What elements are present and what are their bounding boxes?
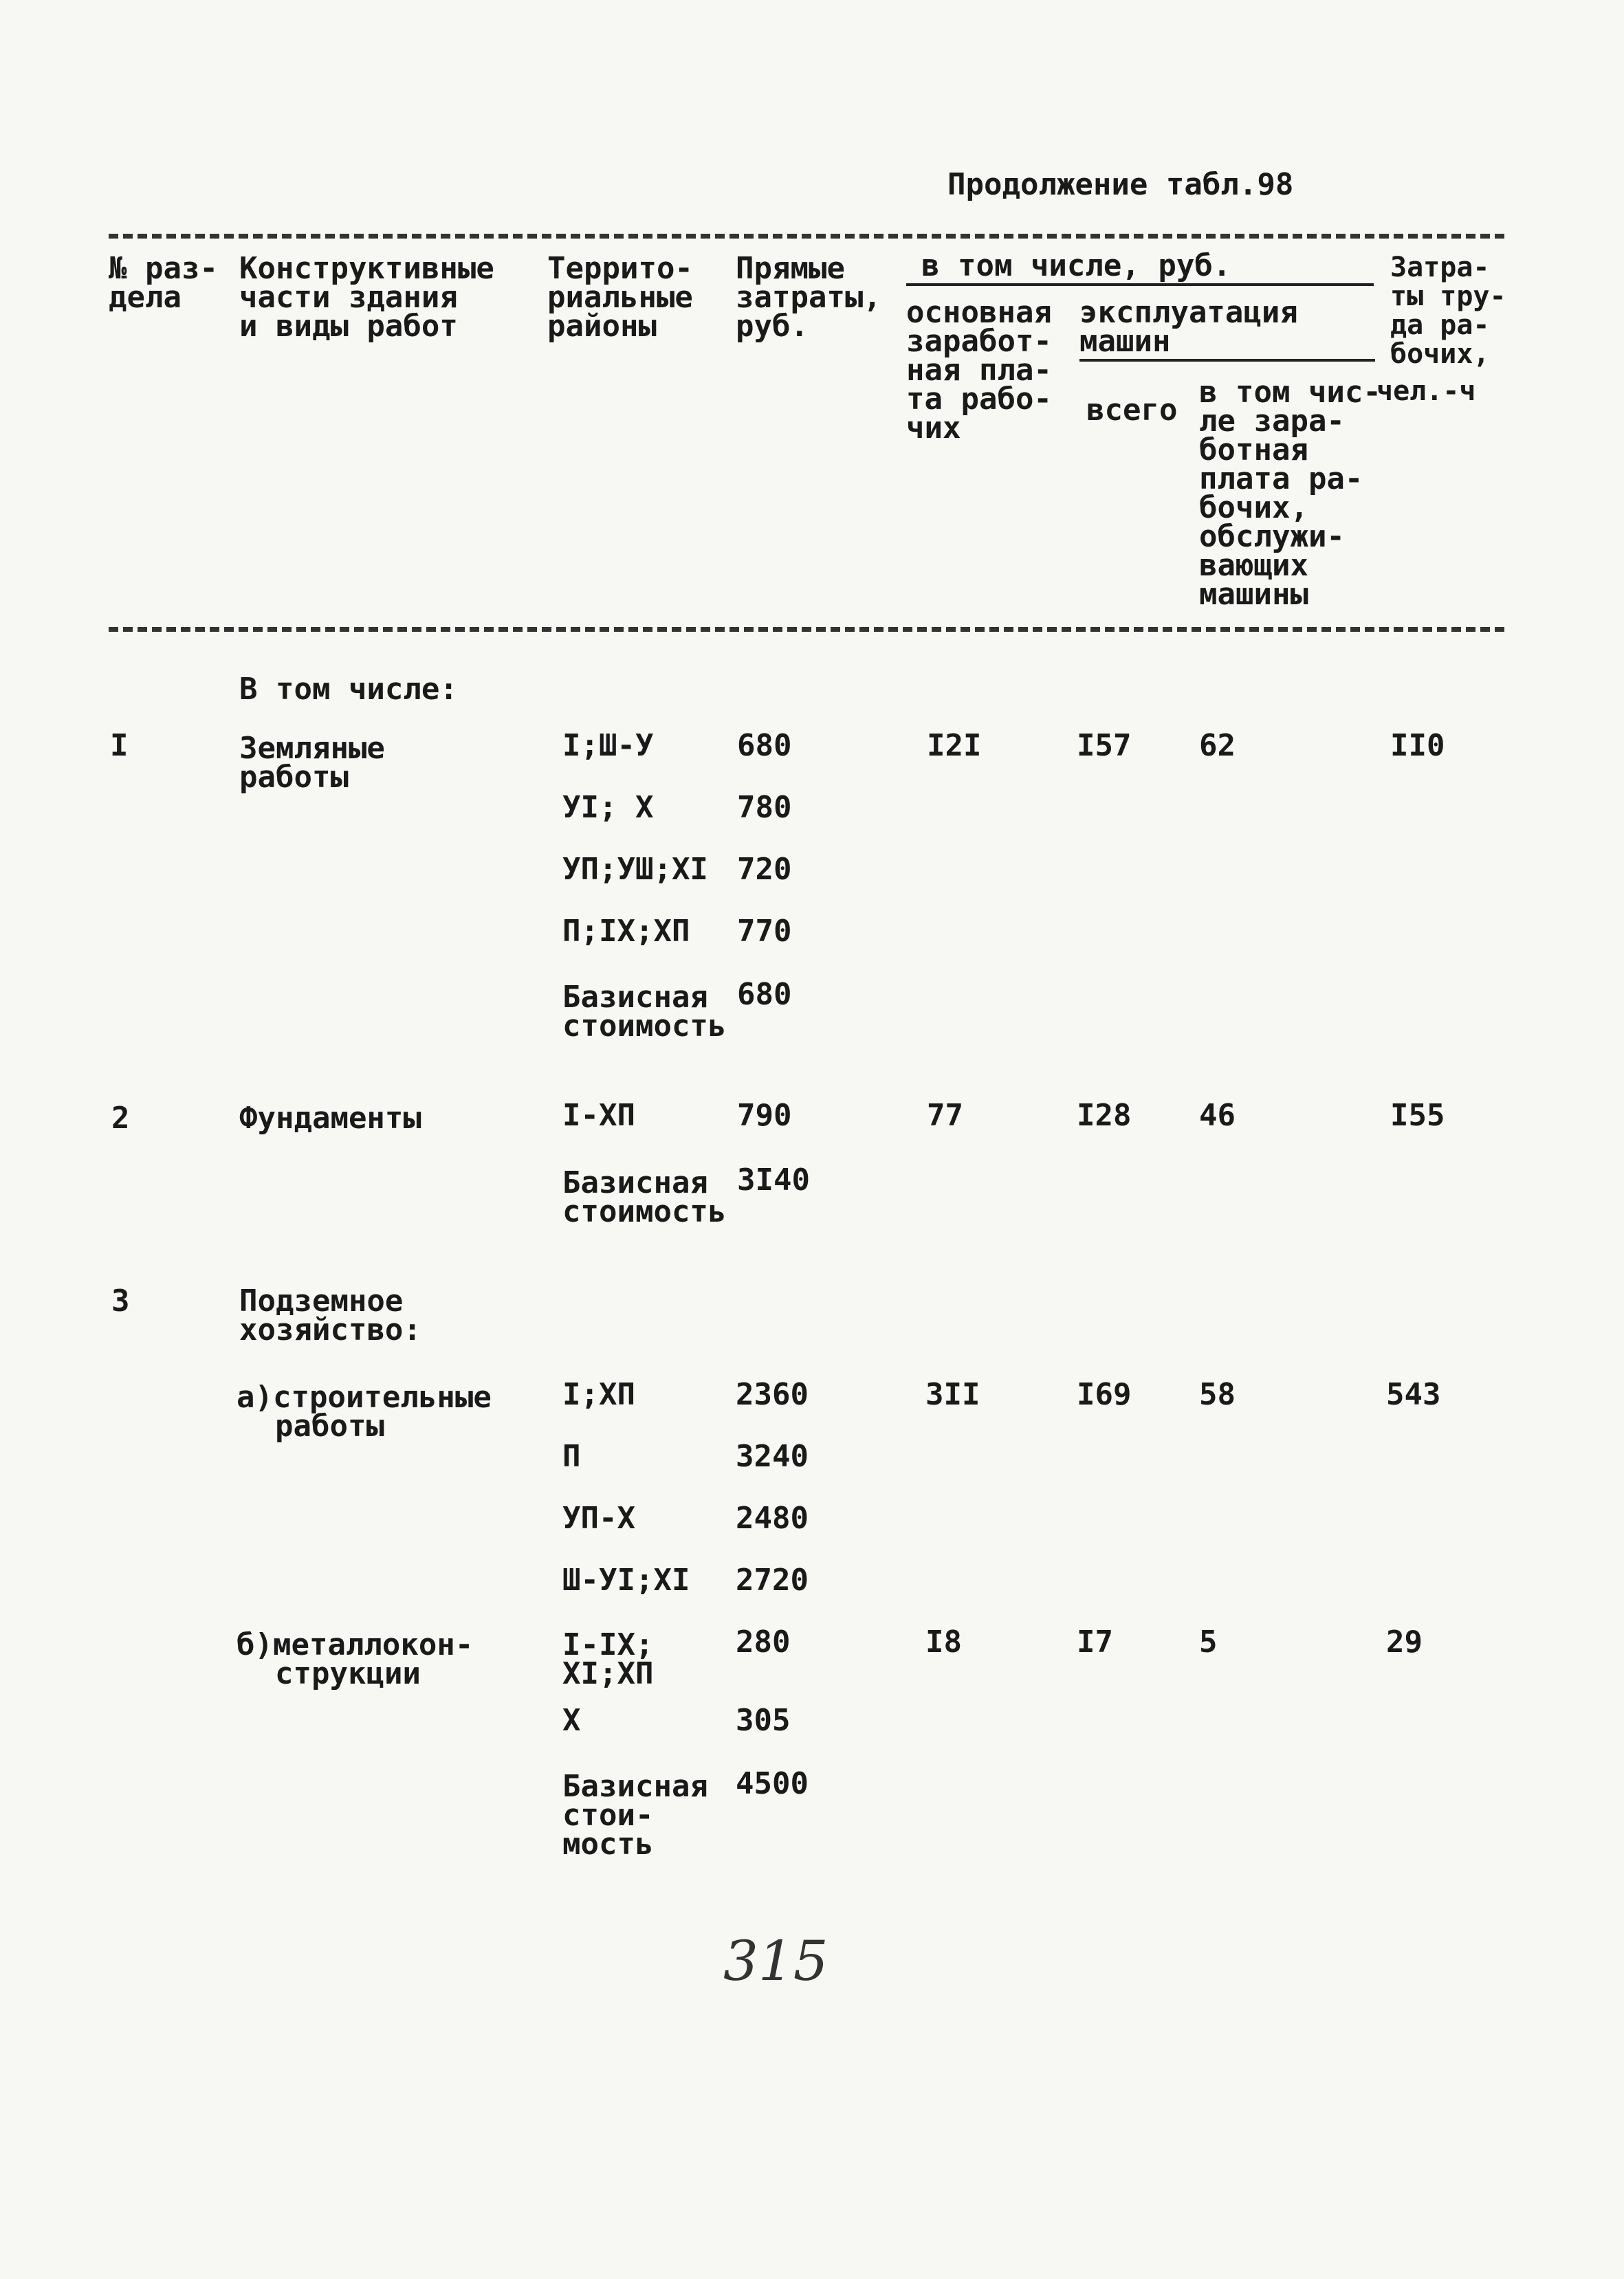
table-caption: Продолжение табл.98 xyxy=(947,167,1294,202)
top-rule xyxy=(109,234,1504,239)
document-page: Продолжение табл.98 № раз- дела Конструктивные части здания и виды работ Террито- риальные районы Прямые затраты, руб. в том числе, руб. основная заработ- ная пла- та рабо- чих эксплуатация машин всего в том чис- ле зара- ботная плата ра- бочих, обслужи- вающих машины Затра- ты тру- да ра- бочих, чел.-ч В том числе: I Земляные работы I;Ш-У 680 I2I I57 62 II0 УI; Х 780 УП;УШ;XI 720 П;IX;XП 770 Базисная стоимость 680 2 Фундаменты I-XП 790 77 I28 46 I55 Базисная стоимость 3I40 3 Подземное хозяйство: а)строительные работы I;XП 2360 3II I69 58 543 П 3240 УП-Х 2480 Ш-УI;XI 2720 б)металлокон- струкции I-IX; XI;XП 280 I8 I7 5 29 Х 305 Базисная стои- мость 4500 315 xyxy=(109,167,1506,1993)
page-number: 315 xyxy=(723,1929,829,1993)
including-label: В том числе: xyxy=(239,672,458,707)
header-col-incl: в том числе, руб. xyxy=(921,248,1231,283)
header-bottom-rule xyxy=(109,627,1504,632)
incl-underline xyxy=(906,283,1374,286)
machines-underline xyxy=(1079,359,1375,362)
header-col-total: всего xyxy=(1086,393,1178,428)
